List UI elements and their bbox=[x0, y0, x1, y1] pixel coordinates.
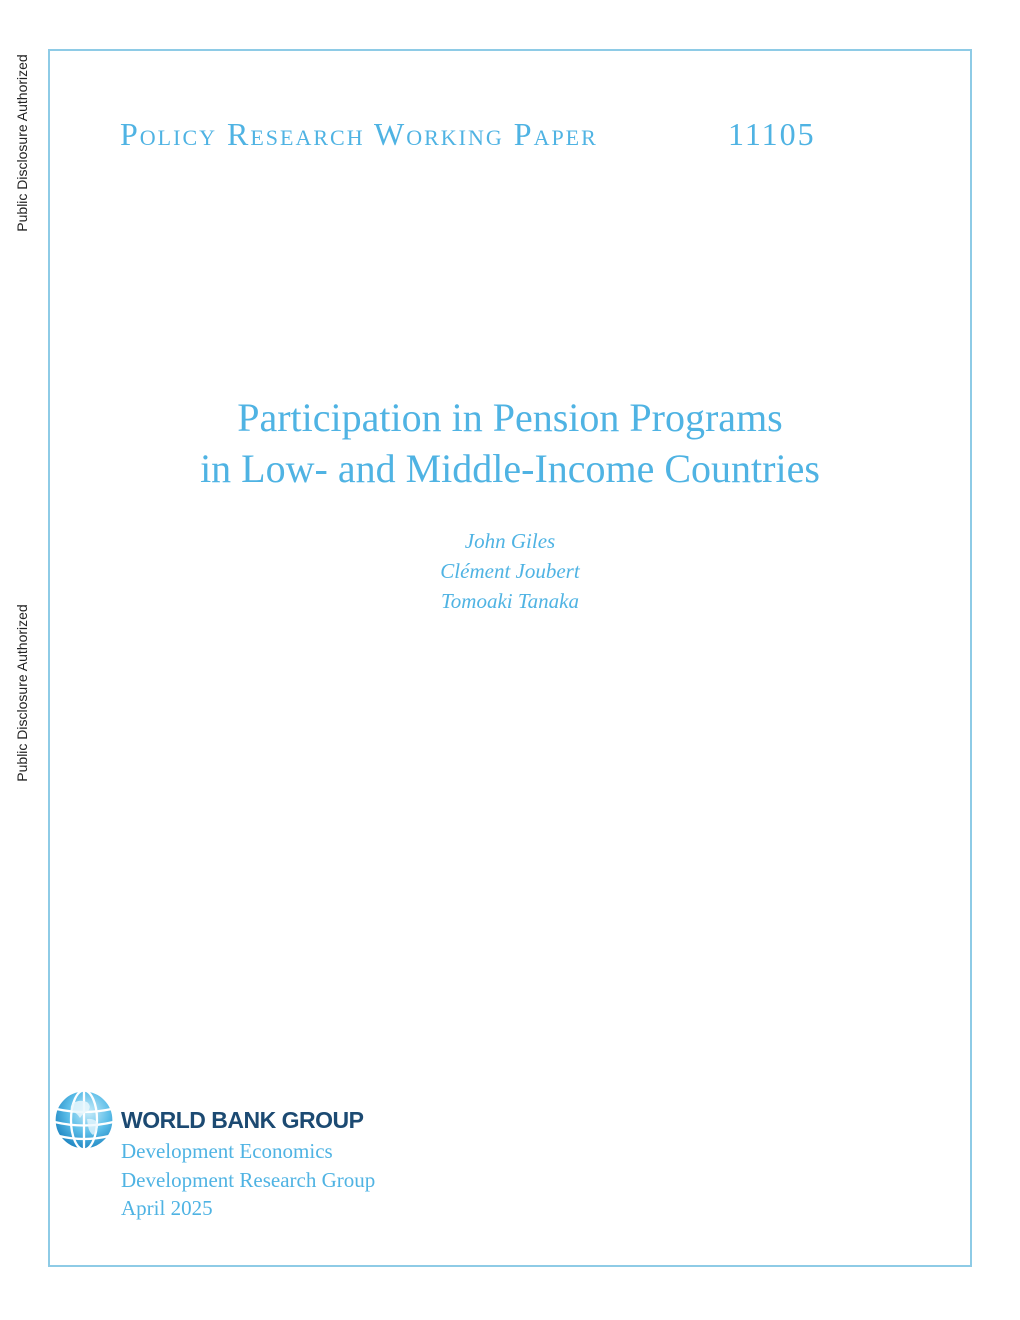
disclosure-text-upper: Public Disclosure Authorized bbox=[14, 54, 30, 232]
disclosure-text-lower: Public Disclosure Authorized bbox=[14, 604, 30, 782]
publication-date: April 2025 bbox=[121, 1196, 213, 1220]
publisher-info bbox=[121, 1137, 375, 1223]
author-name: Tomoaki Tanaka bbox=[441, 589, 579, 613]
globe-icon bbox=[53, 1089, 115, 1151]
title-line-2: in Low- and Middle-Income Countries bbox=[200, 446, 820, 491]
author-list bbox=[260, 526, 760, 616]
paper-title bbox=[60, 392, 960, 494]
publisher-unit: Development Economics bbox=[121, 1139, 333, 1163]
brand-name: WORLD BANK GROUP bbox=[121, 1107, 364, 1133]
paper-number: 11105 bbox=[728, 116, 816, 152]
series-name: Policy Research Working Paper bbox=[120, 116, 598, 152]
series-header bbox=[120, 112, 840, 156]
author-name: John Giles bbox=[464, 529, 556, 553]
title-line-1: Participation in Pension Programs bbox=[237, 395, 783, 440]
author-name: Clément Joubert bbox=[440, 559, 580, 583]
page-border bbox=[48, 49, 972, 1267]
publisher-group: Development Research Group bbox=[121, 1167, 376, 1192]
